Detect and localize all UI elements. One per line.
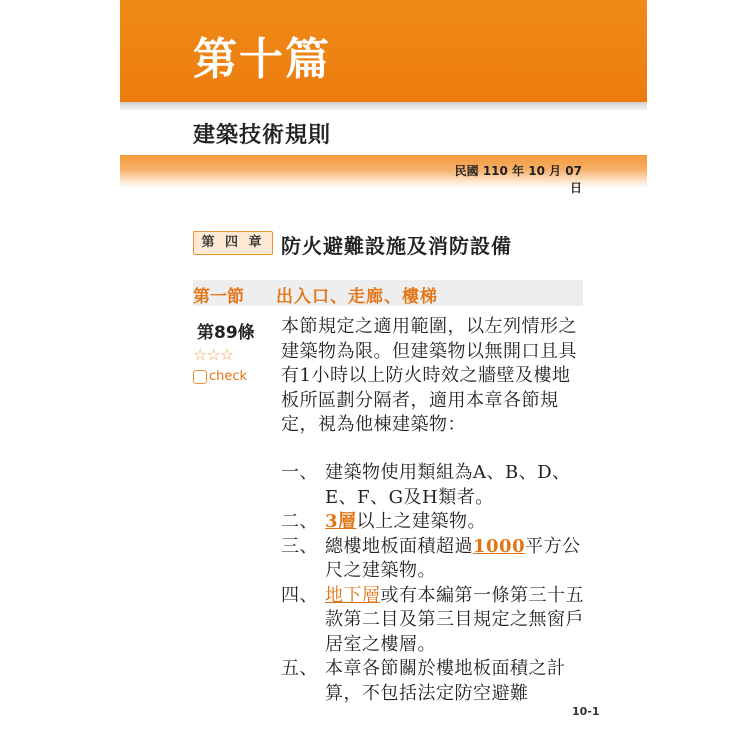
item-text-part: 總樓地板面積超過 <box>325 535 473 557</box>
check-label: check <box>209 369 248 384</box>
header-divider <box>120 102 647 110</box>
list-item <box>281 461 587 510</box>
item-text <box>325 461 587 510</box>
item-text-part: 本章各節關於樓地板面積之計算，不包括法定防空避難 <box>325 658 566 704</box>
item-number: 一、 <box>281 462 318 483</box>
part-title: 第十篇 <box>193 34 331 85</box>
chapter-title: 防火避難設施及消防設備 <box>281 234 512 258</box>
list-item <box>281 535 587 584</box>
item-text-part: 平方公尺之建築物。 <box>325 535 581 581</box>
item-text <box>325 510 587 535</box>
section-title: 出入口、走廊、樓梯 <box>276 287 438 307</box>
importance-stars-icon: ☆☆☆ <box>193 345 234 364</box>
article-number: 第89條 <box>197 323 255 343</box>
highlight-term: 3層 <box>325 511 357 532</box>
item-number: 三、 <box>281 535 318 557</box>
section-number: 第一節 <box>193 287 244 307</box>
list-item <box>281 510 587 535</box>
list-item <box>281 584 587 658</box>
item-text-part: 以上之建築物。 <box>356 511 487 532</box>
item-number: 四、 <box>281 584 318 606</box>
revision-date: 民國 110 年 10 月 07 日 <box>454 164 582 195</box>
highlight-term: 1000 <box>473 535 526 557</box>
article-item-list <box>281 461 587 706</box>
chapter-label: 第 四 章 <box>193 231 273 255</box>
list-item <box>281 657 587 706</box>
item-number: 五、 <box>281 658 318 679</box>
item-text <box>325 657 587 706</box>
item-text <box>325 535 587 584</box>
checkbox-icon[interactable] <box>193 370 207 384</box>
law-title: 建築技術規則 <box>193 123 332 148</box>
article-intro: 本節規定之適用範圍，以左列情形之建築物為限。但建築物以無開口且具有1小時以上防火時效之牆壁及樓地板所區劃分隔者，適用本章各節規定，視為他棟建築物： <box>281 316 577 435</box>
check-toggle[interactable] <box>193 369 247 384</box>
item-text-part: 建築物使用類組為A、B、D、E、F、G及H類者。 <box>325 462 571 508</box>
page-number: 10-1 <box>572 705 600 718</box>
item-text <box>325 584 587 658</box>
item-text-part: 或有本編第一條第三十五款第二目及第三目規定之無窗戶居室之樓層。 <box>325 584 584 655</box>
highlight-term: 地下層 <box>325 584 381 606</box>
item-number: 二、 <box>281 511 318 532</box>
